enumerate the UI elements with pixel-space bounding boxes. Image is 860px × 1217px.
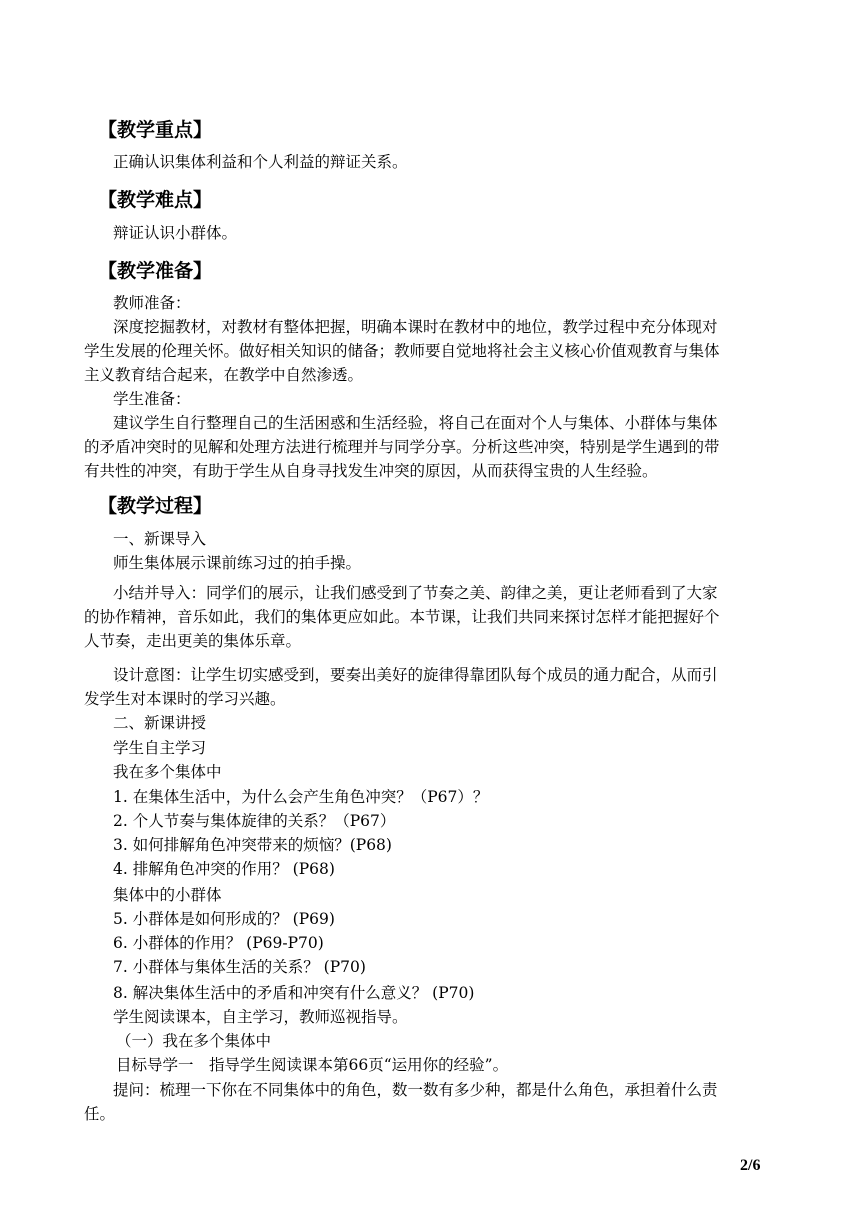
- question-item: 8. 解决集体生活中的矛盾和冲突有什么意义？ (P70): [113, 984, 475, 1002]
- target-line: 目标导学一 指导学生阅读课本第66页“运用你的经验”。: [116, 1056, 509, 1074]
- focus-heading: 【教学重点】: [98, 119, 213, 141]
- intro-title: 一、新课导入: [113, 530, 207, 548]
- question-item: 4. 排解角色冲突的作用？ (P68): [113, 860, 335, 878]
- group1-title: 我在多个集体中: [113, 763, 222, 781]
- group2-title: 集体中的小群体: [113, 886, 222, 904]
- student-prep-line: 有共性的冲突，有助于学生从自身寻找发生冲突的原因，从而获得宝贵的人生经验。: [84, 462, 658, 480]
- design-intent-line: 设计意图：让学生切实感受到，要奏出美好的旋律得靠团队每个成员的通力配合，从而引: [113, 666, 718, 684]
- question-line: 任。: [84, 1105, 116, 1123]
- question-item: 2. 个人节奏与集体旋律的关系？（P67）: [113, 812, 396, 830]
- design-intent-line: 发学生对本课时的学习兴趣。: [84, 690, 286, 708]
- question-item: 3. 如何排解角色冲突带来的烦恼？(P68): [113, 836, 392, 854]
- student-prep-line: 建议学生自行整理自己的生活困惑和生活经验，将自己在面对个人与集体、小群体与集体: [113, 414, 718, 432]
- question-item: 7. 小群体与集体生活的关系？ (P70): [113, 958, 366, 976]
- difficulty-heading: 【教学难点】: [98, 189, 213, 211]
- question-item: 1. 在集体生活中，为什么会产生角色冲突？（P67）？: [113, 788, 489, 806]
- focus-text: 正确认识集体利益和个人利益的辩证关系。: [113, 153, 408, 171]
- summary-line: 人节奏，走出更美的集体乐章。: [84, 632, 302, 650]
- process-heading: 【教学过程】: [98, 495, 213, 517]
- question-item: 6. 小群体的作用？ (P69-P70): [113, 934, 324, 952]
- teacher-prep-line: 学生发展的伦理关怀。做好相关知识的储备；教师要自觉地将社会主义核心价值观教育与集体: [84, 342, 720, 360]
- reading-note: 学生阅读课本，自主学习，教师巡视指导。: [113, 1008, 408, 1026]
- question-line: 提问：梳理一下你在不同集体中的角色，数一数有多少种，都是什么角色，承担着什么责: [113, 1081, 718, 1099]
- summary-line: 小结并导入：同学们的展示，让我们感受到了节奏之美、韵律之美，更让老师看到了大家: [113, 584, 718, 602]
- teacher-prep-line: 深度挖掘教材，对教材有整体把握，明确本课时在教材中的地位，教学过程中充分体现对: [113, 318, 718, 336]
- teacher-prep-label: 教师准备：: [113, 294, 191, 312]
- intro-activity: 师生集体展示课前练习过的拍手操。: [113, 554, 362, 572]
- lecture-title: 二、新课讲授: [113, 714, 207, 732]
- page-number: 2/6: [740, 1157, 761, 1174]
- student-prep-label: 学生准备：: [113, 390, 191, 408]
- teacher-prep-line: 主义教育结合起来，在教学中自然渗透。: [84, 366, 364, 384]
- self-study-label: 学生自主学习: [113, 739, 207, 757]
- difficulty-text: 辩证认识小群体。: [113, 224, 238, 242]
- question-item: 5. 小群体是如何形成的？ (P69): [113, 910, 335, 928]
- student-prep-line: 的矛盾冲突时的见解和处理方法进行梳理并与同学分享。分析这些冲突，特别是学生遇到的带: [84, 438, 720, 456]
- section1-title: （一）我在多个集体中: [116, 1032, 272, 1050]
- preparation-heading: 【教学准备】: [98, 260, 213, 282]
- summary-line: 的协作精神，音乐如此，我们的集体更应如此。本节课，让我们共同来探讨怎样才能把握好个: [84, 608, 720, 626]
